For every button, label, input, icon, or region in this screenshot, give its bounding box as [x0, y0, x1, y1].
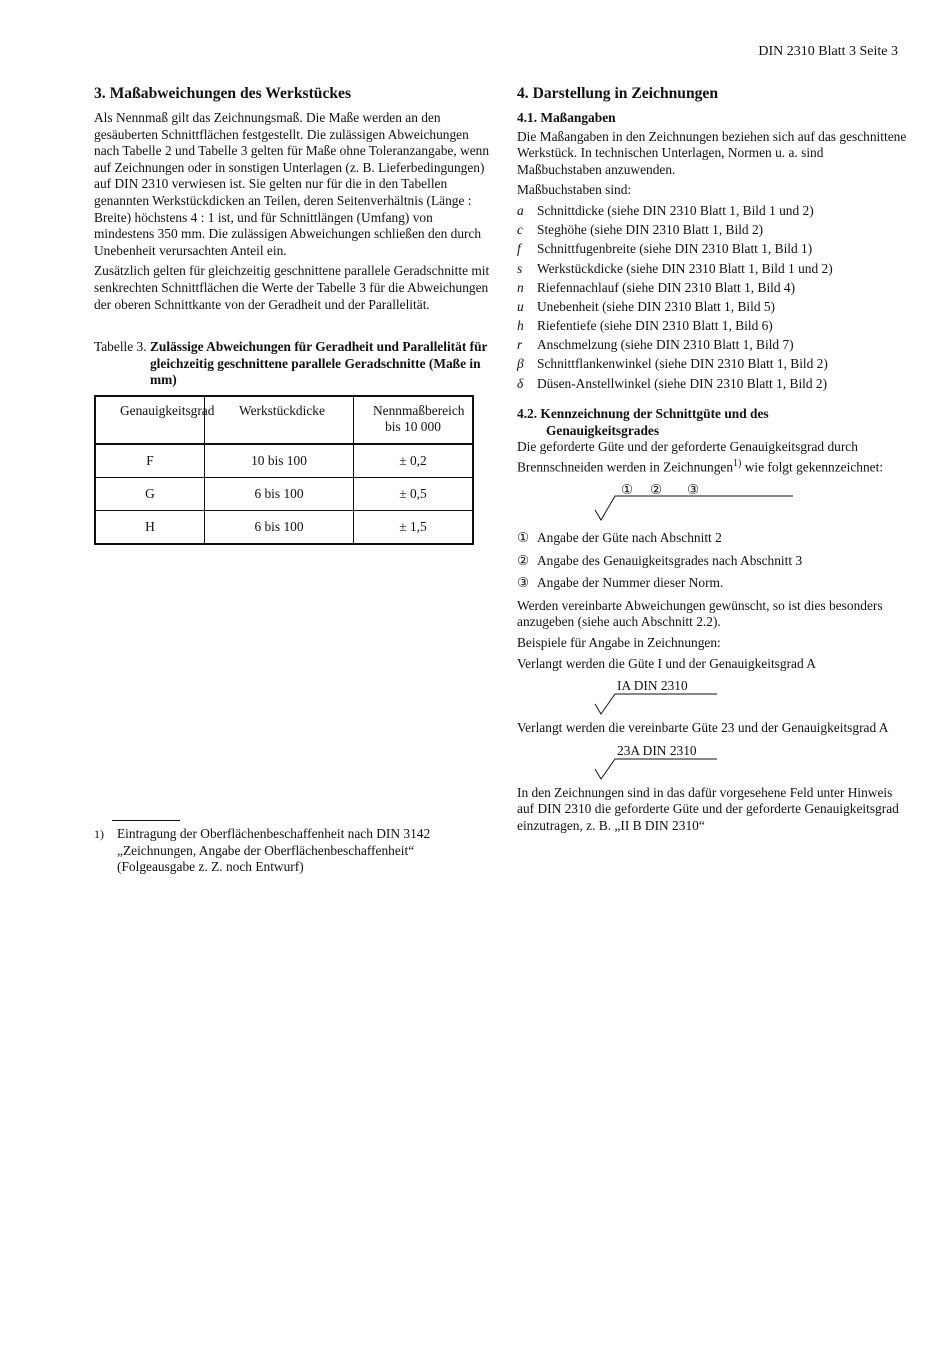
table-cell: H [95, 510, 205, 544]
list-item: ② Angabe des Genauigkeitsgrades nach Abschnitt 3 [517, 552, 803, 568]
list-item: δ Düsen-Anstellwinkel (siehe DIN 2310 Blatt 1, Bild 2) [517, 375, 828, 391]
section-4-2-paragraph-final: In den Zeichnungen sind in das dafür vorgesehene Feld unter Hinweis auf DIN 2310 die geforderte Güte und der geforderte Genauigkeitsgrad einzutragen, z. B. „II B DIN 2310“ [517, 784, 899, 834]
list-item: a Schnittdicke (siehe DIN 2310 Blatt 1, Bild 1 und 2) [517, 202, 814, 218]
table-cell: ± 0,5 [354, 477, 474, 510]
section-4-1-heading: 4.1. Maßangaben [517, 110, 616, 125]
table-3-label: Tabelle 3. [94, 339, 147, 355]
marker-3: ③ [687, 482, 700, 498]
footnote-divider [112, 820, 180, 821]
right-column [517, 84, 907, 839]
table-row [95, 477, 473, 510]
marker-2: ② [650, 482, 663, 498]
table-cell: 10 bis 100 [205, 444, 354, 478]
marker-1: ① [621, 482, 634, 498]
list-item: f Schnittfugenbreite (siehe DIN 2310 Blatt 1, Bild 1) [517, 241, 813, 257]
symbol-list [517, 203, 907, 392]
section-4-1-paragraph: Die Maßangaben in den Zeichnungen beziehen sich auf das geschnittene Werkstück. In technischen Unterlagen, Normen u. a. sind Maßbuchstaben anzuwenden. [517, 128, 907, 177]
table-cell: ± 0,2 [354, 444, 474, 478]
table-header-genauigkeitsgrad: Genauigkeitsgrad [95, 396, 205, 444]
symbols-intro: Maßbuchstaben sind: [517, 182, 632, 198]
list-item: β Schnittflankenwinkel (siehe DIN 2310 Blatt 1, Bild 2) [517, 356, 828, 372]
section-3-paragraph-1: Als Nennmaß gilt das Zeichnungsmaß. Die Maße werden an den gesäuberten Schnittflächen festgestellt. Die zulässigen Abweichungen nach Tabelle 2 und Tabelle 3 gelten für Maße ohne Toleranzangabe, wenn auf Zeichnungen oder in sonstigen Unterlagen (z. B. Lieferbedingungen) auf DIN 2310 verwiesen ist. Sie gelten nur für die in den Tabellen genannten Werkstückdicken an Teilen, deren Seitenverhältnis (Länge : Breite) höchstens 4 : 1 ist, und für Schnittlängen (Umfang) von mindestens 350 mm. Die zulässigen Abweichungen schließen den durch Unebenheit verursachten Anteil ein. [94, 110, 490, 258]
table-header-nennmassbereich: Nennmaßbereich bis 10 000 [354, 396, 474, 444]
page-header: DIN 2310 Blatt 3 Seite 3 [758, 44, 898, 59]
list-item: c Steghöhe (siehe DIN 2310 Blatt 1, Bild 2) [517, 222, 764, 238]
example-2-text: 23A DIN 2310 [617, 742, 697, 758]
left-column [94, 84, 490, 545]
list-item: s Werkstückdicke (siehe DIN 2310 Blatt 1, Bild 1 und 2) [517, 260, 833, 276]
table-cell: 6 bis 100 [205, 510, 354, 544]
example-2-description: Verlangt werden die vereinbarte Güte 23 und der Genauigkeitsgrad A [517, 720, 889, 736]
table-cell: ± 1,5 [354, 510, 474, 544]
list-item: r Anschmelzung (siehe DIN 2310 Blatt 1, Bild 7) [517, 337, 794, 353]
table-3-caption [94, 339, 490, 389]
surface-symbol-diagram [517, 482, 907, 524]
table-cell: 6 bis 100 [205, 477, 354, 510]
marker-legend [517, 530, 907, 592]
section-3-title: 3. Maßabweichungen des Werkstückes [94, 85, 352, 102]
table-3 [94, 395, 474, 545]
section-4-2-paragraph: Die geforderte Güte und der geforderte Genauigkeitsgrad durch Brennschneiden werden in Zeichnungen$^{1)}$ wie folgt gekennzeichnet: [517, 439, 884, 475]
list-item: u Unebenheit (siehe DIN 2310 Blatt 1, Bild 5) [517, 298, 776, 314]
section-4-title: 4. Darstellung in Zeichnungen [517, 85, 719, 102]
example-1-symbol [517, 676, 907, 718]
section-3-paragraph-2: Zusätzlich gelten für gleichzeitig geschnittene parallele Geradschnitte mit senkrechten Schnittflächen die Werte der Tabelle 3 für die Abweichungen der oberen Schnittkante von der Geradheit und der Parallelität. [94, 263, 490, 312]
example-1-text: IA DIN 2310 [617, 678, 688, 694]
section-4-2-paragraph-3: Werden vereinbarte Abweichungen gewünscht, so ist dies besonders anzugeben (siehe auch Abschnitt 2.2). [517, 597, 883, 630]
table-row [95, 444, 473, 478]
list-item: h Riefentiefe (siehe DIN 2310 Blatt 1, Bild 6) [517, 318, 773, 334]
table-3-caption-text: Zulässige Abweichungen für Geradheit und Parallelität für gleichzeitig geschnittene parallele Geradschnitte (Maße in mm) [149, 339, 488, 388]
example-2-symbol [517, 741, 907, 783]
table-header-werkstueckdicke: Werkstückdicke [205, 396, 354, 444]
footnote-number: 1) [94, 827, 104, 841]
table-cell: F [95, 444, 205, 478]
example-1-description: Verlangt werden die Güte I und der Genauigkeitsgrad A [517, 655, 816, 671]
footnote-text: Eintragung der Oberflächenbeschaffenheit nach DIN 3142 „Zeichnungen, Angabe der Oberflächenbeschaffenheit“ (Folgeausgabe z. Z. noch Entwurf) [117, 826, 431, 875]
section-4-2-heading: 4.2. Kennzeichnung der Schnittgüte und des Genauigkeitsgrades [517, 406, 769, 438]
list-item: ① Angabe der Güte nach Abschnitt 2 [517, 530, 722, 546]
table-cell: G [95, 477, 205, 510]
list-item: ③ Angabe der Nummer dieser Norm. [517, 575, 724, 591]
examples-intro: Beispiele für Angabe in Zeichnungen: [517, 635, 721, 651]
footnote [94, 826, 490, 876]
table-row [95, 510, 473, 544]
list-item: n Riefennachlauf (siehe DIN 2310 Blatt 1, Bild 4) [517, 279, 796, 295]
